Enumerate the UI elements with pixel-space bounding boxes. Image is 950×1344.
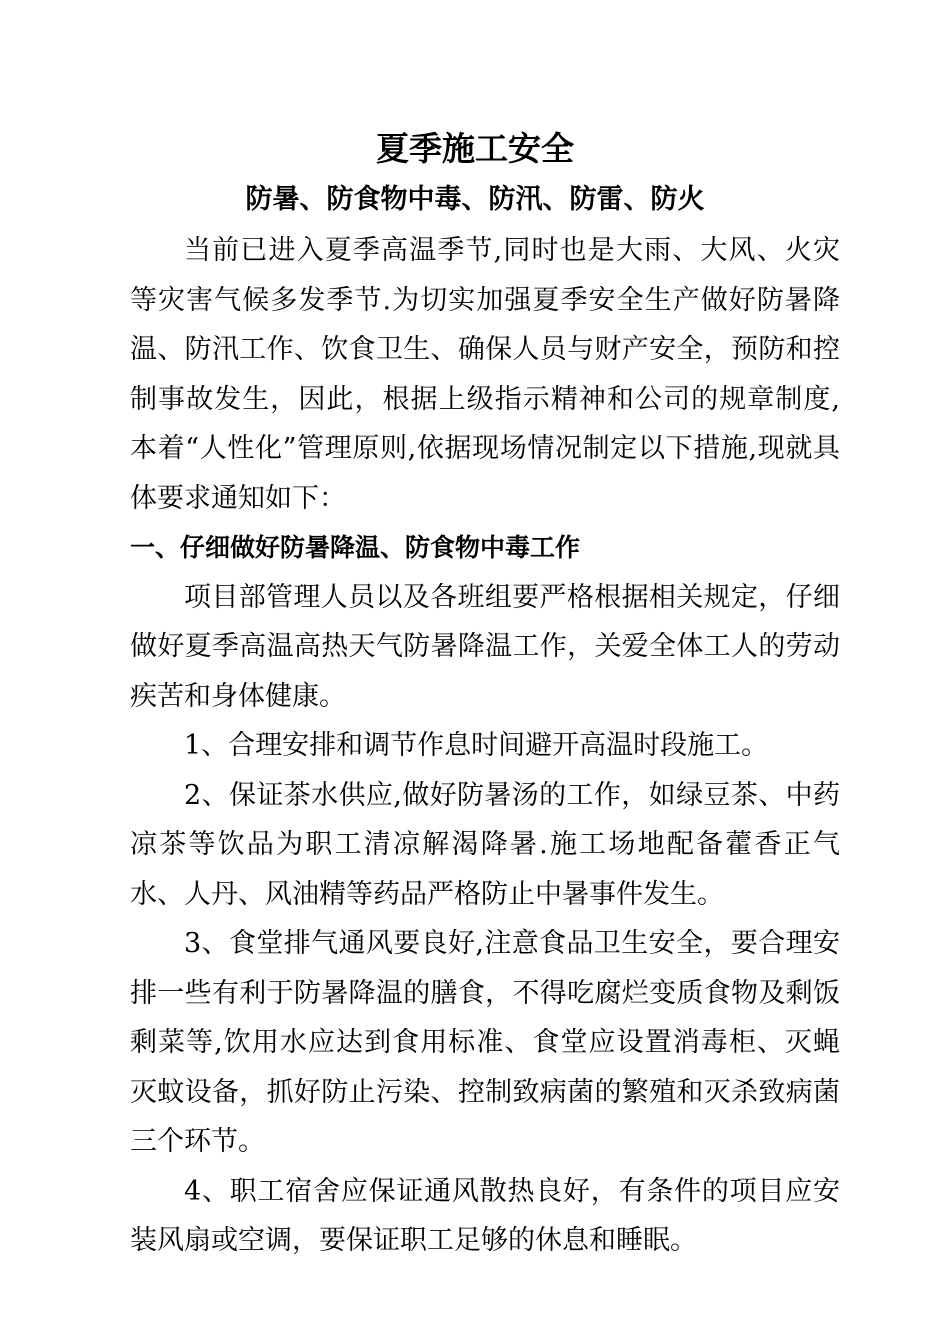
- list-item: 1、合理安排和调节作息时间避开高温时段施工。: [184, 730, 769, 761]
- document-subtitle: 防暑、防食物中毒、防汛、防雷、防火: [245, 184, 705, 215]
- section-lead-paragraph: 项目部管理人员以及各班组要严格根据相关规定，仔细做好夏季高温高热天气防暑降温工作，关爱全体工人的劳动疾苦和身体健康。: [130, 581, 840, 712]
- section-heading: 一、仔细做好防暑降温、防食物中毒工作: [130, 533, 581, 562]
- document-body: [130, 226, 840, 1266]
- intro-paragraph: 当前已进入夏季高温季节,同时也是大雨、大风、火灾等灾害气候多发季节.为切实加强夏季安全生产做好防暑降温、防汛工作、饮食卫生、确保人员与财产安全，预防和控制事故发生，因此，根据上级指示精神和公司的规章制度,本着“人性化”管理原则,依据现场情况制定以下措施,现就具体要求通知如下：: [130, 235, 840, 514]
- list-item: 2、保证茶水供应,做好防暑汤的工作，如绿豆茶、中药凉茶等饮品为职工清凉解渴降暑.施工场地配备藿香正气水、人丹、风油精等药品严格防止中暑事件发生。: [130, 779, 840, 910]
- document-title: 夏季施工安全: [376, 129, 574, 168]
- list-item: 4、职工宿舍应保证通风散热良好，有条件的项目应安装风扇或空调，要保证职工足够的休息和睡眠。: [130, 1175, 840, 1256]
- list-item: 3、食堂排气通风要良好,注意食品卫生安全，要合理安排一些有利于防暑降温的膳食，不得吃腐烂变质食物及剩饭剩菜等,饮用水应达到食用标准、食堂应设置消毒柜、灭蝇灭蚊设备，抓好防止污染、控制致病菌的繁殖和灭杀致病菌三个环节。: [130, 928, 840, 1157]
